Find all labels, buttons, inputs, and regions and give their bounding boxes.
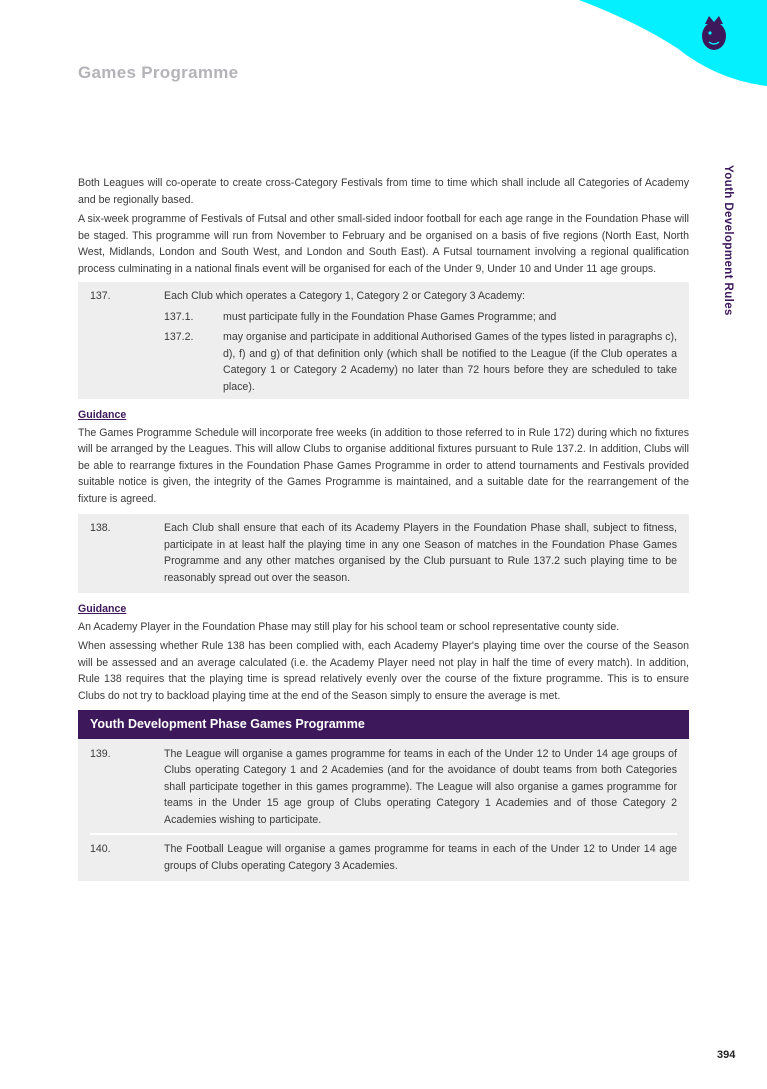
rule-137-2 <box>164 329 677 395</box>
rule-number: 137. <box>90 290 111 302</box>
rule-text: Each Club shall ensure that each of its Academy Players in the Foundation Phase shall, subject to fitness, participate in at least half the playing time in any one Season of matches in the Foundation Phase Games Programme and any other matches organised by the Club pursuant to Rule 137.2 such playing time to be reasonably spread out over the season. <box>164 522 677 584</box>
rule-137-box <box>78 282 689 399</box>
page-number: 394 <box>717 1049 736 1061</box>
guidance-paragraph: The Games Programme Schedule will incorporate free weeks (in addition to those referred to in Rule 172) during which no fixtures will be arranged by the Leagues. This will allow Clubs to organise additional fixtures pursuant to Rule 137.2. In addition, Clubs will be able to rearrange fixtures in the Foundation Phase Games Programme in order to attend tournaments and Festivals provided suitable notice is given, the integrity of the Games Programme is maintained, and a suitable date for the rearrangement of the fixture is agreed. <box>78 426 689 505</box>
rule-137 <box>90 288 677 305</box>
guidance-heading: Guidance <box>78 409 127 421</box>
sub-rule-text: may organise and participate in additional Authorised Games of the types listed in paragraphs c), d), f) and g) of that definition only (which shall be notified to the League (if the Club operates a Category 1 or Category 2 Academy) no later than 72 hours before they are scheduled to take place). <box>223 331 677 393</box>
rule-number: 140. <box>90 843 111 855</box>
section-heading: Youth Development Phase Games Programme <box>78 710 689 739</box>
sub-rule-number: 137.1. <box>164 310 194 323</box>
intro-paragraph-1: Both Leagues will co-operate to create cross-Category Festivals from time to time which shall include all Categories of Academy and be regionally based. <box>78 177 689 206</box>
rule-number: 139. <box>90 747 111 760</box>
rule-140 <box>90 833 677 874</box>
rule-137-1 <box>164 309 677 326</box>
rule-138 <box>90 520 677 586</box>
sub-rule-text: must participate fully in the Foundation Phase Games Programme; and <box>223 310 557 323</box>
page-title: Games Programme <box>78 63 239 82</box>
section-rules-box <box>78 739 689 882</box>
document-body <box>78 175 689 881</box>
guidance-paragraph: When assessing whether Rule 138 has been complied with, each Academy Player's playing time over the course of the Season will be assessed and an average calculated (i.e. the Academy Player need not play in half the time of every match). In addition, Rule 138 requires that the playing time is spread relatively evenly over the course of the fixture programme. This is to ensure Clubs do not try to backload playing time at the end of the Season simply to ensure the average is met. <box>78 640 689 702</box>
corner-accent <box>567 0 767 90</box>
rule-text: Each Club which operates a Category 1, Category 2 or Category 3 Academy: <box>164 290 525 302</box>
rule-139 <box>90 746 677 829</box>
intro-paragraph-2: A six-week programme of Festivals of Futsal and other small-sided indoor football for each age range in the Foundation Phase will be staged. This programme will run from November to February and be organised on a basis of five regions (North East, North West, Midlands, London and South West, and London and South East). A Futsal tournament involving a regional qualification process culminating in a national finals event will be organised for each of the Under 9, Under 10 and Under 11 age groups. <box>78 213 689 275</box>
side-section-label: Youth Development Rules <box>722 165 734 316</box>
rule-138-box <box>78 514 689 593</box>
guidance-heading: Guidance <box>78 603 127 615</box>
sub-rule-number: 137.2. <box>164 331 194 343</box>
rule-number: 138. <box>90 522 111 534</box>
guidance-paragraph: An Academy Player in the Foundation Phase may still play for his school team or school representative county side. <box>78 620 620 633</box>
rule-text: The League will organise a games programme for teams in each of the Under 12 to Under 14 age groups of Clubs operating Category 1 and 2 Academies (and for the avoidance of doubt teams from both Categories shall participate together in this games programme). The League will also organise a games programme for teams in the Under 15 age group of Clubs operating Category 1 Academies and of those Category 2 Academies wishing to participate. <box>164 747 677 826</box>
rule-text: The Football League will organise a games programme for teams in each of the Under 12 to Under 14 age groups of Clubs operating Category 3 Academies. <box>164 843 677 872</box>
